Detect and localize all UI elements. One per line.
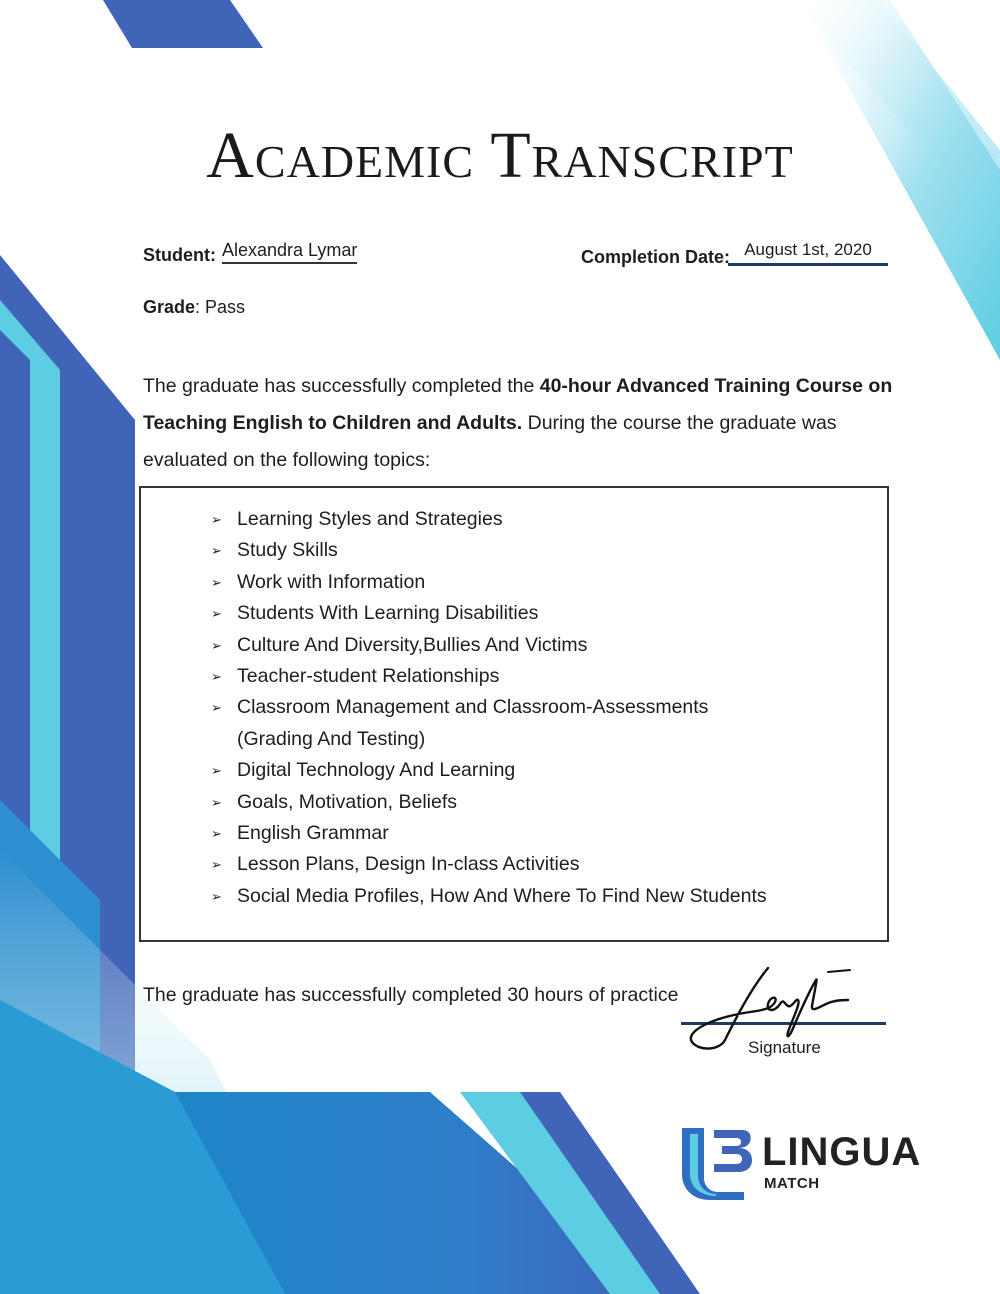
topic-text: Classroom Management and Classroom-Assessments (237, 696, 709, 719)
handwritten-signature (680, 960, 870, 1055)
topic-item (141, 755, 887, 786)
completion-date-value: August 1st, 2020 (728, 240, 888, 266)
topic-text: (Grading And Testing) (237, 727, 426, 750)
topic-text: Students With Learning Disabilities (237, 602, 539, 625)
arrow-bullet-icon: ➢ (211, 574, 222, 590)
signature-label: Signature (748, 1038, 821, 1057)
intro-course-name: 40-hour Advanced Training Course on Teaching English to Children and Adults. (143, 375, 893, 434)
arrow-bullet-icon: ➢ (211, 543, 222, 559)
grade-label: Grade (143, 297, 196, 317)
student-label: Student: (143, 245, 216, 265)
arrow-bullet-icon: ➢ (211, 606, 222, 622)
topic-item (141, 881, 887, 912)
practice-statement: The graduate has successfully completed 30 hours of practice (143, 984, 679, 1006)
arrow-bullet-icon: ➢ (211, 669, 222, 685)
topic-item (141, 661, 887, 692)
intro-paragraph (143, 368, 893, 479)
topic-text: Digital Technology And Learning (237, 759, 516, 782)
arrow-bullet-icon: ➢ (211, 637, 222, 653)
topic-item-continuation (141, 724, 887, 755)
completion-date-label: Completion Date: (581, 247, 731, 267)
topic-text: English Grammar (237, 822, 389, 845)
topic-text: Culture And Diversity,Bullies And Victims (237, 633, 588, 656)
student-name: Alexandra Lymar (222, 240, 357, 264)
arrow-bullet-icon: ➢ (211, 857, 222, 873)
topic-text: Teacher-student Relationships (237, 665, 500, 688)
intro-prefix: The graduate has successfully completed the (143, 375, 540, 397)
topic-item (141, 849, 887, 880)
shape-top-stripe (103, 0, 263, 48)
topic-item (141, 535, 887, 566)
topic-text: Social Media Profiles, How And Where To Find New Students (237, 884, 767, 907)
topic-item (141, 598, 887, 629)
topics-list (141, 488, 887, 912)
topic-item (141, 567, 887, 598)
topic-item (141, 692, 887, 723)
topic-text: Work with Information (237, 570, 426, 593)
page-title: Academic Transcript (206, 119, 794, 192)
arrow-bullet-icon: ➢ (211, 763, 222, 779)
intro-suffix: During the course the graduate was evaluated on the following topics: (143, 412, 837, 471)
lingua-match-logo-icon (678, 1124, 754, 1204)
logo-wordmark: LINGUA (762, 1130, 922, 1174)
arrow-bullet-icon: ➢ (211, 794, 222, 810)
topic-text: Study Skills (237, 539, 338, 562)
arrow-bullet-icon: ➢ (211, 700, 222, 716)
arrow-bullet-icon: ➢ (211, 826, 222, 842)
topic-item (141, 787, 887, 818)
arrow-bullet-icon: ➢ (211, 888, 222, 904)
topic-text: Goals, Motivation, Beliefs (237, 790, 458, 813)
topic-item (141, 818, 887, 849)
topic-text: Lesson Plans, Design In-class Activities (237, 853, 580, 876)
grade-value: : Pass (195, 297, 246, 317)
topic-item (141, 630, 887, 661)
topic-text: Learning Styles and Strategies (237, 508, 503, 530)
arrow-bullet-icon: ➢ (211, 512, 222, 527)
logo-subtitle: MATCH (764, 1175, 820, 1192)
topic-item (141, 504, 887, 535)
topics-box (139, 486, 889, 942)
grade-row (143, 297, 245, 318)
